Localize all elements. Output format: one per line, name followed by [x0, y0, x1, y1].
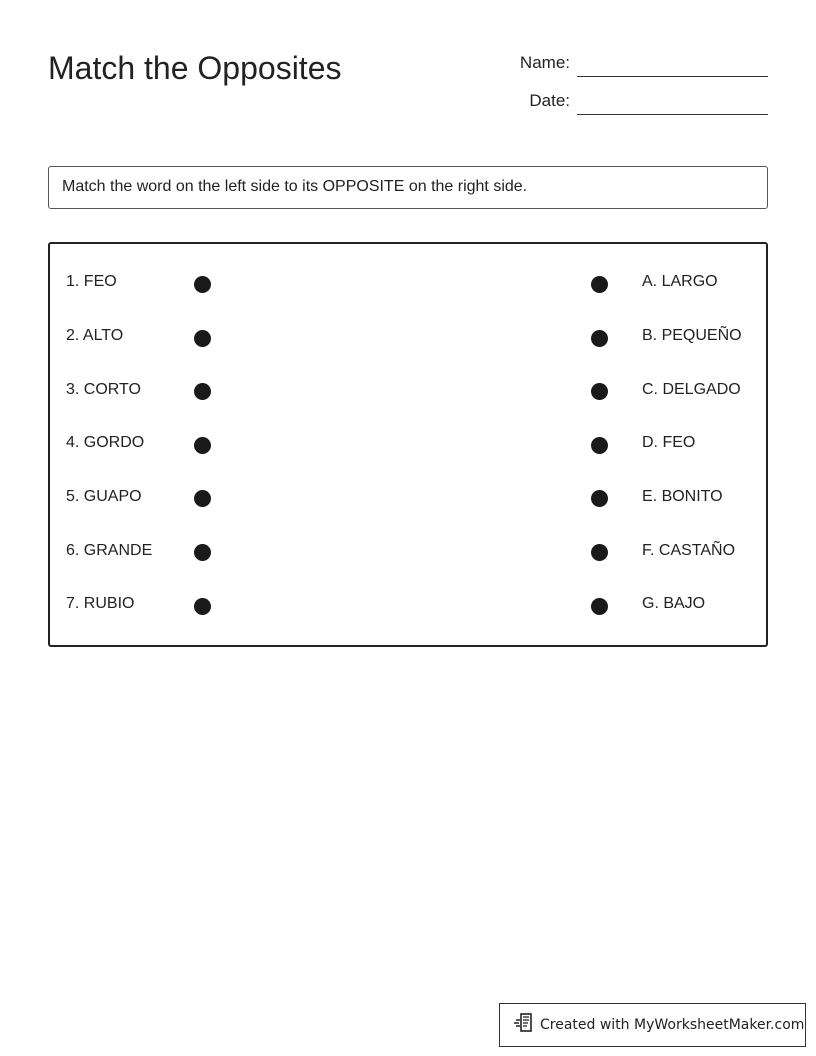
date-field-line[interactable] — [577, 114, 768, 115]
right-item-a: A. LARGO — [642, 273, 718, 290]
right-dot-e[interactable] — [591, 490, 608, 507]
right-item-e: E. BONITO — [642, 488, 723, 505]
left-item-1: 1. FEO — [66, 273, 117, 290]
page-title: Match the Opposites — [48, 50, 342, 86]
left-dot-7[interactable] — [194, 598, 211, 615]
left-dot-3[interactable] — [194, 383, 211, 400]
left-item-3: 3. CORTO — [66, 381, 141, 398]
right-dot-g[interactable] — [591, 598, 608, 615]
right-dot-c[interactable] — [591, 383, 608, 400]
left-dot-6[interactable] — [194, 544, 211, 561]
left-item-2: 2. ALTO — [66, 327, 124, 344]
right-dot-a[interactable] — [591, 276, 608, 293]
worksheet-maker-logo-icon — [512, 1012, 540, 1038]
right-dot-f[interactable] — [591, 544, 608, 561]
left-dot-4[interactable] — [194, 437, 211, 454]
left-dot-1[interactable] — [194, 276, 211, 293]
right-dot-b[interactable] — [591, 330, 608, 347]
left-item-6: 6. GRANDE — [66, 542, 153, 559]
footer-text: Created with MyWorksheetMaker.com — [540, 1017, 805, 1033]
right-item-d: D. FEO — [642, 434, 696, 451]
left-item-5: 5. GUAPO — [66, 488, 142, 505]
right-item-c: C. DELGADO — [642, 381, 741, 398]
right-item-b: B. PEQUEÑO — [642, 327, 742, 344]
right-item-f: F. CASTAÑO — [642, 542, 736, 559]
right-dot-d[interactable] — [591, 437, 608, 454]
left-dot-2[interactable] — [194, 330, 211, 347]
left-dot-5[interactable] — [194, 490, 211, 507]
name-label: Name: — [519, 53, 570, 72]
matching-box — [48, 242, 768, 647]
left-item-4: 4. GORDO — [66, 434, 145, 451]
left-item-7: 7. RUBIO — [66, 595, 135, 612]
name-row — [500, 52, 768, 76]
date-row — [500, 90, 768, 114]
name-field-line[interactable] — [577, 76, 768, 77]
date-label: Date: — [529, 91, 570, 110]
footer-badge[interactable] — [499, 1003, 806, 1047]
right-item-g: G. BAJO — [642, 595, 706, 612]
instructions-box: Match the word on the left side to its OPPOSITE on the right side. — [48, 166, 768, 209]
